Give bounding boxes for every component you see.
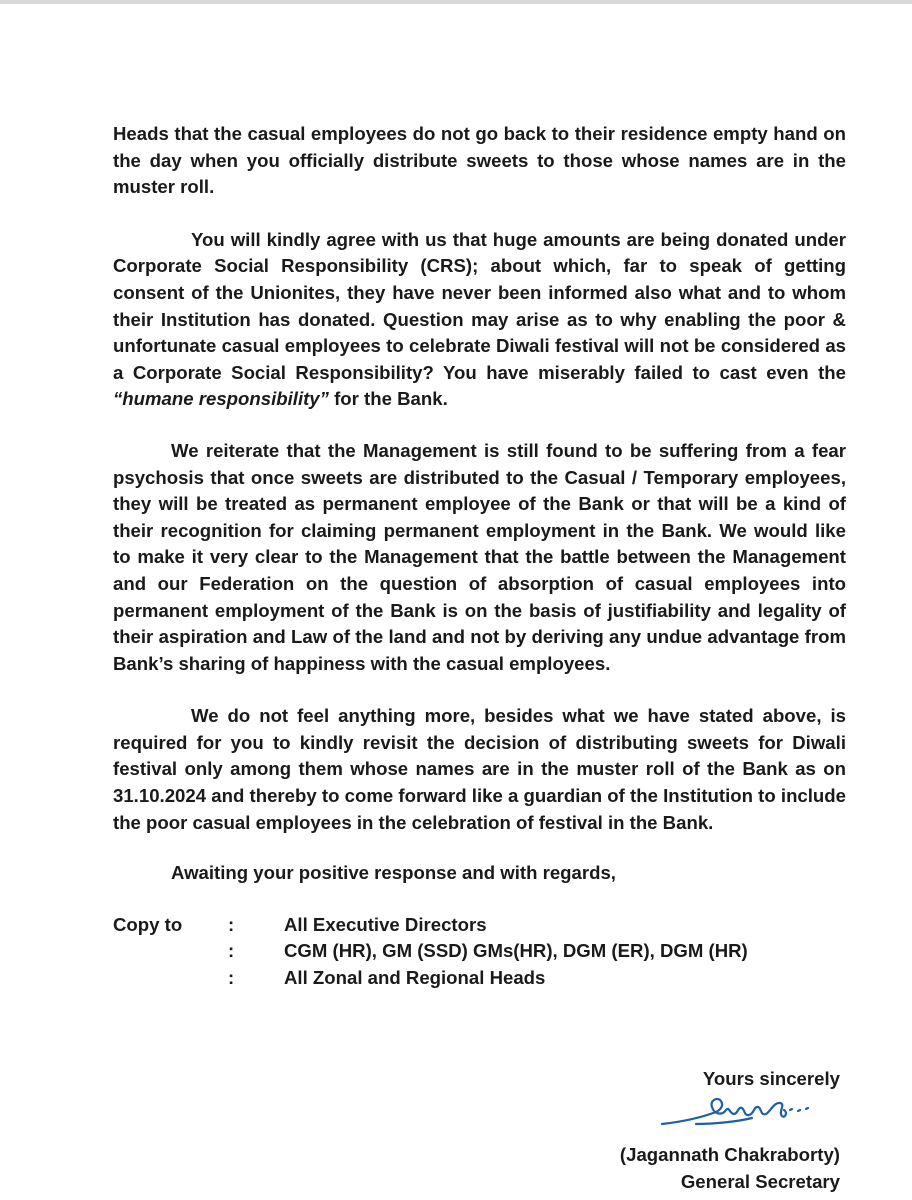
copy-to-colon: : [228, 940, 235, 962]
letter-body [113, 121, 846, 991]
signatory-name: (Jagannath Chakraborty) [619, 1144, 840, 1165]
paragraph-2-emphasis: “humane responsibility” [113, 388, 329, 410]
paragraph-2-tail: for the Bank. [328, 388, 448, 410]
copy-to-recipient: All Executive Directors [284, 913, 487, 935]
paragraph-2-text: You will kindly agree with us that huge amounts are being donated under Corporate Social Responsibility (CRS); about which, far to speak of getting consent of the Unionites, they have never been informed also what and to whom their Institution has donated. Question may arise as to why enabling the poor & unfortunate casual employees to celebrate Diwali festival will not be considered as a Corporate Social Responsibility? You have miserably failed to cast even the [113, 228, 846, 383]
copy-to-recipient: CGM (HR), GM (SSD) GMs(HR), DGM (ER), DGM (HR) [284, 940, 748, 962]
paragraph-2 [113, 227, 846, 413]
copy-to-row [113, 912, 846, 938]
copy-to-colon: : [228, 913, 235, 935]
copy-to-block [113, 912, 846, 991]
copy-to-row [113, 965, 846, 991]
copy-to-colon: : [228, 966, 235, 988]
copy-to-recipient: All Zonal and Regional Heads [284, 966, 546, 988]
signatory-block [620, 1141, 840, 1195]
handwritten-signature [656, 1088, 826, 1140]
paragraph-3: We reiterate that the Management is still found to be suffering from a fear psychosis that once sweets are distributed to the Casual / Temporary employees, they will be treated as permanent employee of the Bank or that will be a kind of their recognition for claiming permanent employment in the Bank. We would like to make it very clear to the Management that the battle between the Management and our Federation on the question of absorption of casual employees into permanent employment of the Bank is on the basis of justifiability and legality of their aspiration and Law of the land and not by deriving any undue advantage from Bank’s sharing of happiness with the casual employees. [113, 439, 846, 674]
page-top-edge [0, 0, 912, 4]
signatory-designation: General Secretary [680, 1171, 840, 1192]
paragraph-4: We do not feel anything more, besides what we have stated above, is required for you to kindly revisit the decision of distributing sweets for Diwali festival only among them whose names are in the muster roll of the Bank as on 31.10.2024 and thereby to come forward like a guardian of the Institution to include the poor casual employees in the celebration of festival in the Bank. [113, 705, 846, 833]
signature-strokes [662, 1099, 808, 1124]
closing-line: Awaiting your positive response and with regards, [171, 862, 616, 884]
valediction: Yours sincerely [702, 1068, 840, 1089]
copy-to-label: Copy to [113, 913, 183, 935]
copy-to-row [113, 938, 846, 964]
paragraph-1: Heads that the casual employees do not go back to their residence empty hand on the day when you officially distribute sweets to those whose names are in the muster roll. [113, 123, 846, 198]
